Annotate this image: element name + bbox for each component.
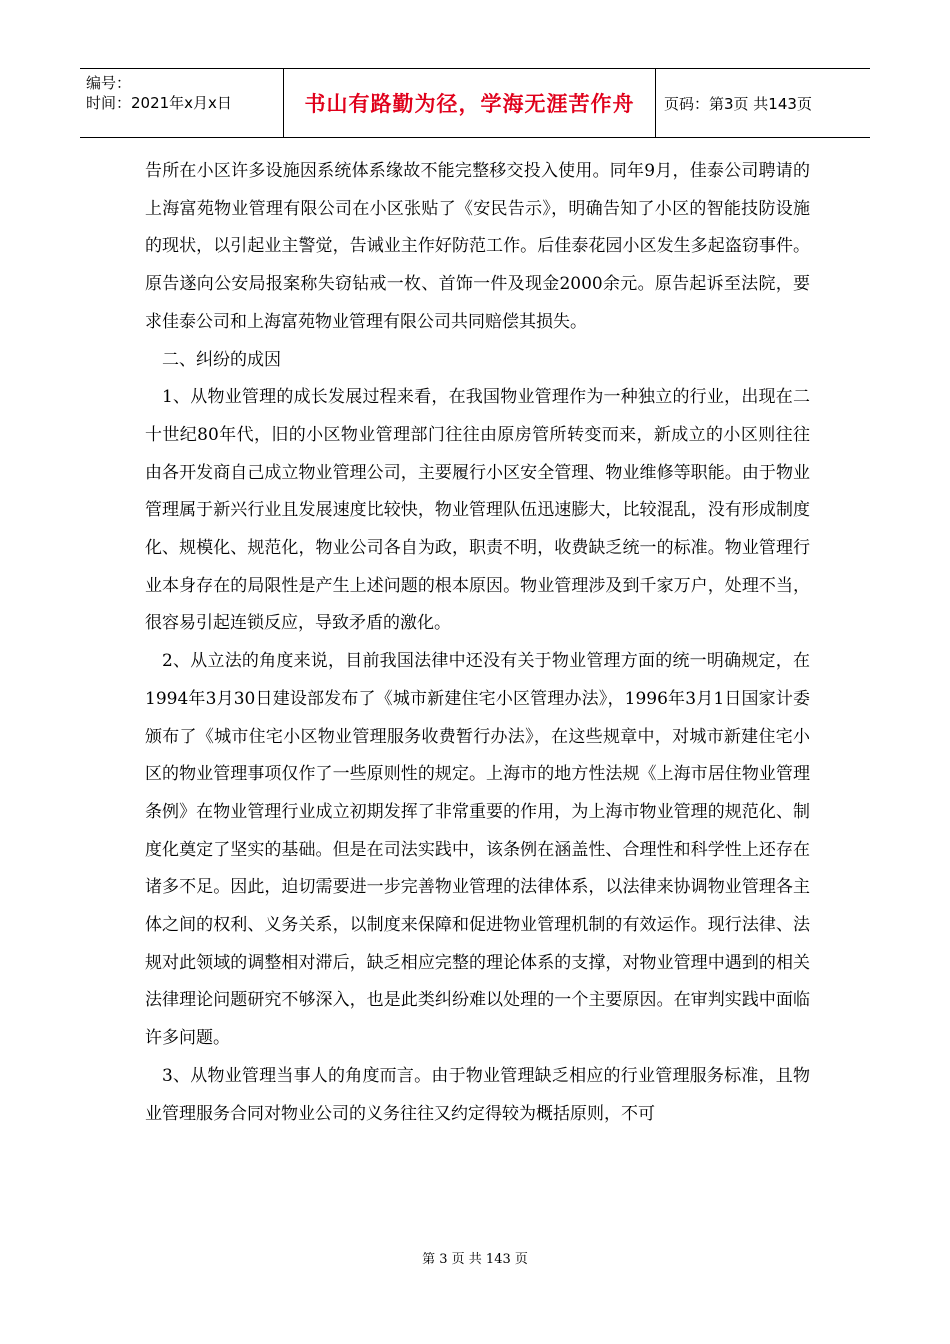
paragraph-2: 2、从立法的角度来说，目前我国法律中还没有关于物业管理方面的统一明确规定，在1994年3月30日建设部发布了《城市新建住宅小区管理办法》，1996年3月1日国家计委颁布了《城市住宅小区物业管理服务收费暂行办法》，在这些规章中，对城市新建住宅小区的物业管理事项仅作了一些原则性的规定。上海市的地方性法规《上海市居住物业管理条例》在物业管理行业成立初期发挥了非常重要的作用，为上海市物业管理的规范化、制度化奠定了坚实的基础。但是在司法实践中，该条例在涵盖性、合理性和科学性上还存在诸多不足。因此，迫切需要进一步完善物业管理的法律体系，以法律来协调物业管理各主体之间的权利、义务关系，以制度来保障和促进物业管理机制的有效运作。现行法律、法规对此领域的调整相对滞后，缺乏相应完整的理论体系的支撑，对物业管理中遇到的相关法律理论问题研究不够深入，也是此类纠纷难以处理的一个主要原因。在审判实践中面临许多问题。	[145, 651, 810, 1049]
document-body	[145, 153, 810, 1133]
header-page-info: 页码：第3页 共143页	[664, 94, 812, 113]
paragraph-continuation: 告所在小区许多设施因系统体系缘故不能完整移交投入使用。同年9月，佳泰公司聘请的上海富苑物业管理有限公司在小区张贴了《安民告示》，明确告知了小区的智能技防设施的现状，以引起业主警觉，告诫业主作好防范工作。后佳泰花园小区发生多起盗窃事件。原告遂向公安局报案称失窃钻戒一枚、首饰一件及现金2000余元。原告起诉至法院，要求佳泰公司和上海富苑物业管理有限公司共同赔偿其损失。	[145, 161, 810, 332]
page-header	[80, 68, 870, 138]
document-number: 编号：	[86, 74, 132, 92]
section-heading: 二、纠纷的成因	[162, 349, 281, 370]
header-meta	[80, 69, 284, 137]
page-footer: 第 3 页 共 143 页	[422, 1252, 528, 1267]
document-time: 时间：2021年x月x日	[86, 94, 232, 112]
paragraph-1: 1、从物业管理的成长发展过程来看，在我国物业管理作为一种独立的行业，出现在二十世纪80年代，旧的小区物业管理部门往往由原房管所转变而来，新成立的小区则往往由各开发商自己成立物业管理公司，主要履行小区安全管理、物业维修等职能。由于物业管理属于新兴行业且发展速度比较快，物业管理队伍迅速膨大，比较混乱，没有形成制度化、规模化、规范化，物业公司各自为政，职责不明，收费缺乏统一的标准。物业管理行业本身存在的局限性是产生上述问题的根本原因。物业管理涉及到千家万户，处理不当，很容易引起连锁反应，导致矛盾的激化。	[145, 387, 810, 634]
paragraph-3: 3、从物业管理当事人的角度而言。由于物业管理缺乏相应的行业管理服务标准，且物业管理服务合同对物业公司的义务往往又约定得较为概括原则，不可	[145, 1065, 810, 1124]
header-motto: 书山有路勤为径，学海无涯苦作舟	[284, 69, 656, 137]
